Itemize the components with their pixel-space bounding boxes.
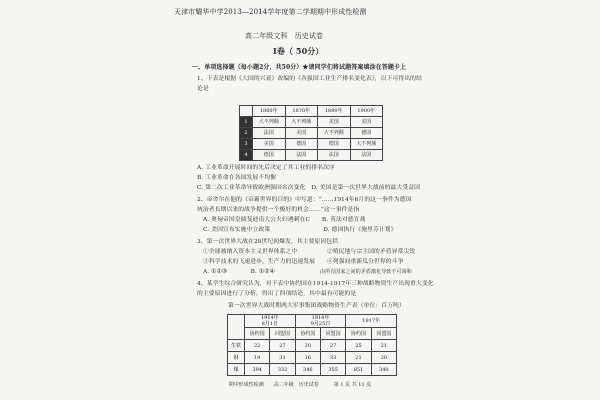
q1-option-cd: C. 第二次工业革命导致欧洲强国名次变化 D. 美国是第一次世界大战前的最大受益国: [197, 185, 421, 191]
table-header-cell: 同盟国: [320, 328, 345, 340]
row-label: 钢: [228, 352, 245, 364]
table-cell: [240, 106, 253, 117]
period-1917: [346, 315, 397, 328]
table-cell: 大不列颠: [350, 139, 383, 150]
table-cell: 21: [371, 340, 396, 352]
table-cell: 355: [320, 364, 345, 376]
table-row: [240, 139, 383, 150]
table-cell: 33: [320, 352, 345, 364]
table-cell: 19: [245, 352, 270, 364]
table-row: [240, 117, 383, 128]
exam-title: 天津市耀华中学2013—2014学年度第二学期期中形成性检测: [174, 8, 367, 16]
table-row: [240, 150, 383, 161]
table-subheader-row: [228, 328, 397, 340]
table-cell: 德国: [318, 139, 351, 150]
table-cell: 美国: [285, 128, 318, 139]
table-cell: 法国: [285, 150, 318, 161]
table-cell: 340: [371, 364, 396, 376]
period-year: 1914年: [260, 315, 279, 321]
table-cell: 21: [346, 352, 371, 364]
table-cell: 16: [295, 352, 320, 364]
table-cell: 1: [240, 117, 253, 128]
table-header-cell: 协约国: [346, 328, 371, 340]
table-cell: 22: [245, 340, 270, 352]
question-1-text-cont: 论是: [197, 86, 209, 92]
q3-statements-34: ③科学技术的飞速进步，生产力的迅速发展 ④列强间重新瓜分世界的斗争: [203, 259, 404, 265]
question-3-text: 3、第一次世界大战在20世纪初爆发，其主要原因包括: [197, 239, 339, 245]
table-header-cell: 协约国: [295, 328, 320, 340]
period-year: 1914年: [311, 315, 330, 321]
table-header-cell: 同盟国: [371, 328, 396, 340]
table-cell: 27: [320, 340, 345, 352]
table-header-row: [240, 106, 383, 117]
table-cell: 3: [240, 139, 253, 150]
table-cell: 美国: [318, 117, 351, 128]
period-date: 8月1日: [261, 321, 279, 327]
table-cell: 法国: [253, 128, 286, 139]
table-row: [240, 128, 383, 139]
ranking-table: [239, 105, 383, 161]
table-cell: 4: [240, 150, 253, 161]
table-cell: 大不列颠: [285, 117, 318, 128]
instructions: 一、单项选择题（每小题2分，共50分）★请同学们将试题答案填涂在答题卡上: [192, 64, 407, 71]
table-cell: 346: [295, 364, 320, 376]
page-footer: 期中形成性检测 高二年级 历史试卷 第 1 页 共 11 页: [228, 382, 372, 388]
table-header-cell: 1890年: [318, 106, 351, 117]
row-label: 煤: [228, 364, 245, 376]
materials-table: [227, 314, 397, 376]
table-cell: 31: [270, 352, 295, 364]
period-year: 1917年: [362, 318, 381, 324]
q1-option-b: B. 工业革命在各国发展不均衡: [197, 175, 277, 181]
table-row: [228, 340, 397, 352]
question-4-text: 4、某学生综合研究认为，对下表中协约国在1914-1917年三种战略物资生产出现重大变化: [197, 281, 434, 287]
table-cell: 德国: [350, 128, 383, 139]
table-cell: 2: [240, 128, 253, 139]
table-header-row: [228, 315, 397, 328]
table-cell: 851: [346, 364, 371, 376]
volume-label: Ⅰ卷（ 50分）: [273, 46, 324, 56]
q3-options-ab: A. ①②③ B. ①②④: [203, 269, 275, 275]
table-cell: 美国: [350, 117, 383, 128]
table-header-cell: 同盟国: [270, 328, 295, 340]
q3-side-note: 由所有国家之间的矛盾激化导致不可调和: [320, 269, 412, 275]
table-caption: 第一次世界大战时期两大军事集团战略物资生产表（单位：百万吨）: [228, 303, 405, 309]
q1-option-a: A. 工业革命开展时间的先后决定了其工业的排名次序: [197, 165, 335, 171]
exam-subtitle: 高二年级文科 历史试卷: [245, 32, 324, 40]
table-cell: 大不列颠: [253, 117, 286, 128]
table-cell: 25: [346, 340, 371, 352]
table-header-cell: 1860年: [253, 106, 286, 117]
table-cell: 德国: [253, 150, 286, 161]
table-cell: 394: [245, 364, 270, 376]
table-cell: 20: [295, 340, 320, 352]
table-cell: 20: [371, 352, 396, 364]
q2-options-ab: A. 奥匈帝国皇储斐迪南大公夫妇遇刺在C B. 英法对德宣战: [203, 217, 366, 223]
question-4-text-cont: 的主要原因进行了分析，得出了四项结论，其中最有可能的是: [197, 291, 357, 297]
table-header-cell: 1870年: [285, 106, 318, 117]
table-cell: 27: [270, 340, 295, 352]
q2-options-cd: C. 美国宣布实施中立政策 D. 德国执行《施里芬计划》: [203, 227, 397, 233]
table-cell: 法国: [318, 150, 351, 161]
period-date: 9月25日: [310, 321, 331, 327]
question-1-text: 1、下表是根据《大国的兴衰》改编的《各强国工业生产排名变化表》，以下可得出的结: [197, 76, 422, 82]
period-1914-sep: [295, 315, 346, 328]
question-2-text: 2、帝舍尔在他的《帝霸世界的目的》中写道：“……1914年6月的这一事件为德国: [197, 197, 412, 203]
question-2-text-cont: 统治者长期以来的战争提供一个极好的机会……”这一事件是指: [197, 207, 360, 213]
table-cell: 德国: [285, 139, 318, 150]
table-header-cell: 协约国: [245, 328, 270, 340]
table-cell: 法国: [350, 150, 383, 161]
row-label: 生铁: [228, 340, 245, 352]
table-cell: 美国: [253, 139, 286, 150]
table-cell: [228, 315, 245, 340]
table-row: [228, 364, 397, 376]
table-cell: 332: [270, 364, 295, 376]
q3-statements-12: ①全球被纳入资本主义世界体系之中 ②殖民地与宗主国的矛盾异常尖锐: [203, 249, 416, 255]
table-row: [228, 352, 397, 364]
table-cell: 大不列颠: [318, 128, 351, 139]
table-header-cell: 1900年: [350, 106, 383, 117]
period-1914-aug: [245, 315, 296, 328]
